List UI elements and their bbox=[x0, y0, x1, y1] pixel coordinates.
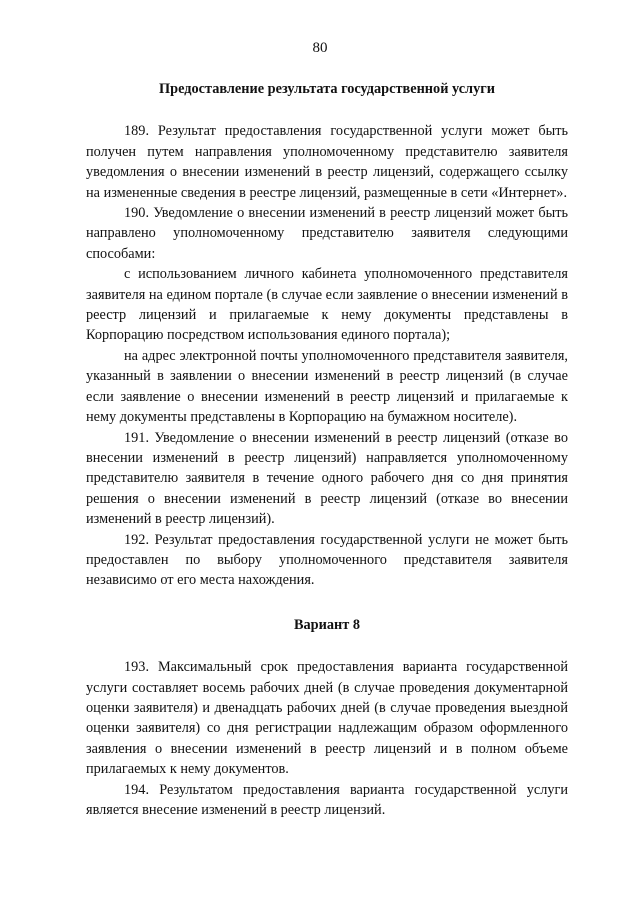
document-body bbox=[86, 79, 568, 820]
paragraph-190-method-portal: с использованием личного кабинета уполномоченного представителя заявителя на едином портале (в случае если заявление о внесении изменений в реестр лицензий и прилагаемые к нему документы представлены в Корпорацию посредством использования единого портала); bbox=[86, 266, 568, 344]
paragraph-190-method-email: на адрес электронной почты уполномоченного представителя заявителя, указанный в заявлении о внесении изменений в реестр лицензий (в случае если заявление о внесении изменений в реестр лицензий и прилагаемые к нему документы представлены в Корпорацию на бумажном носителе). bbox=[86, 347, 568, 426]
paragraph-192: 192. Результат предоставления государственной услуги не может быть предоставлен по выбору уполномоченного представителя заявителя независимо от его места нахождения. bbox=[86, 531, 568, 589]
page-number: 80 bbox=[312, 40, 328, 56]
paragraph-189: 189. Результат предоставления государственной услуги может быть получен путем направления уполномоченному представителю заявителя уведомления о внесении изменений в реестр лицензий, содержащего ссылку на измененные сведения в реестре лицензий, размещенные в сети «Интернет». bbox=[86, 123, 568, 201]
paragraph-190: 190. Уведомление о внесении изменений в реестр лицензий может быть направлено уполномоченному представителю заявителя следующими способами: bbox=[86, 205, 568, 262]
paragraph-194: 194. Результатом предоставления варианта государственной услуги является внесение изменений в реестр лицензий. bbox=[86, 781, 568, 818]
section-heading: Предоставление результата государственной услуги bbox=[159, 81, 495, 97]
paragraph-191: 191. Уведомление о внесении изменений в реестр лицензий (отказе во внесении изменений в реестр лицензий) направляется уполномоченному представителю заявителя в течение одного рабочего дня со дня принятия решения о внесении изменений в реестр лицензий (отказе во внесении изменений в реестр лицензий). bbox=[86, 429, 568, 528]
paragraph-193: 193. Максимальный срок предоставления варианта государственной услуги составляет восемь рабочих дней (в случае проведения документарной оценки заявителя) и двенадцать рабочих дней (в случае проведения выездной оценки заявителя) со дня регистрации надлежащим образом оформленного заявления о внесении изменений в реестр лицензий и в полном объеме прилагаемых к нему документов. bbox=[86, 659, 568, 778]
variant-heading: Вариант 8 bbox=[293, 616, 360, 633]
